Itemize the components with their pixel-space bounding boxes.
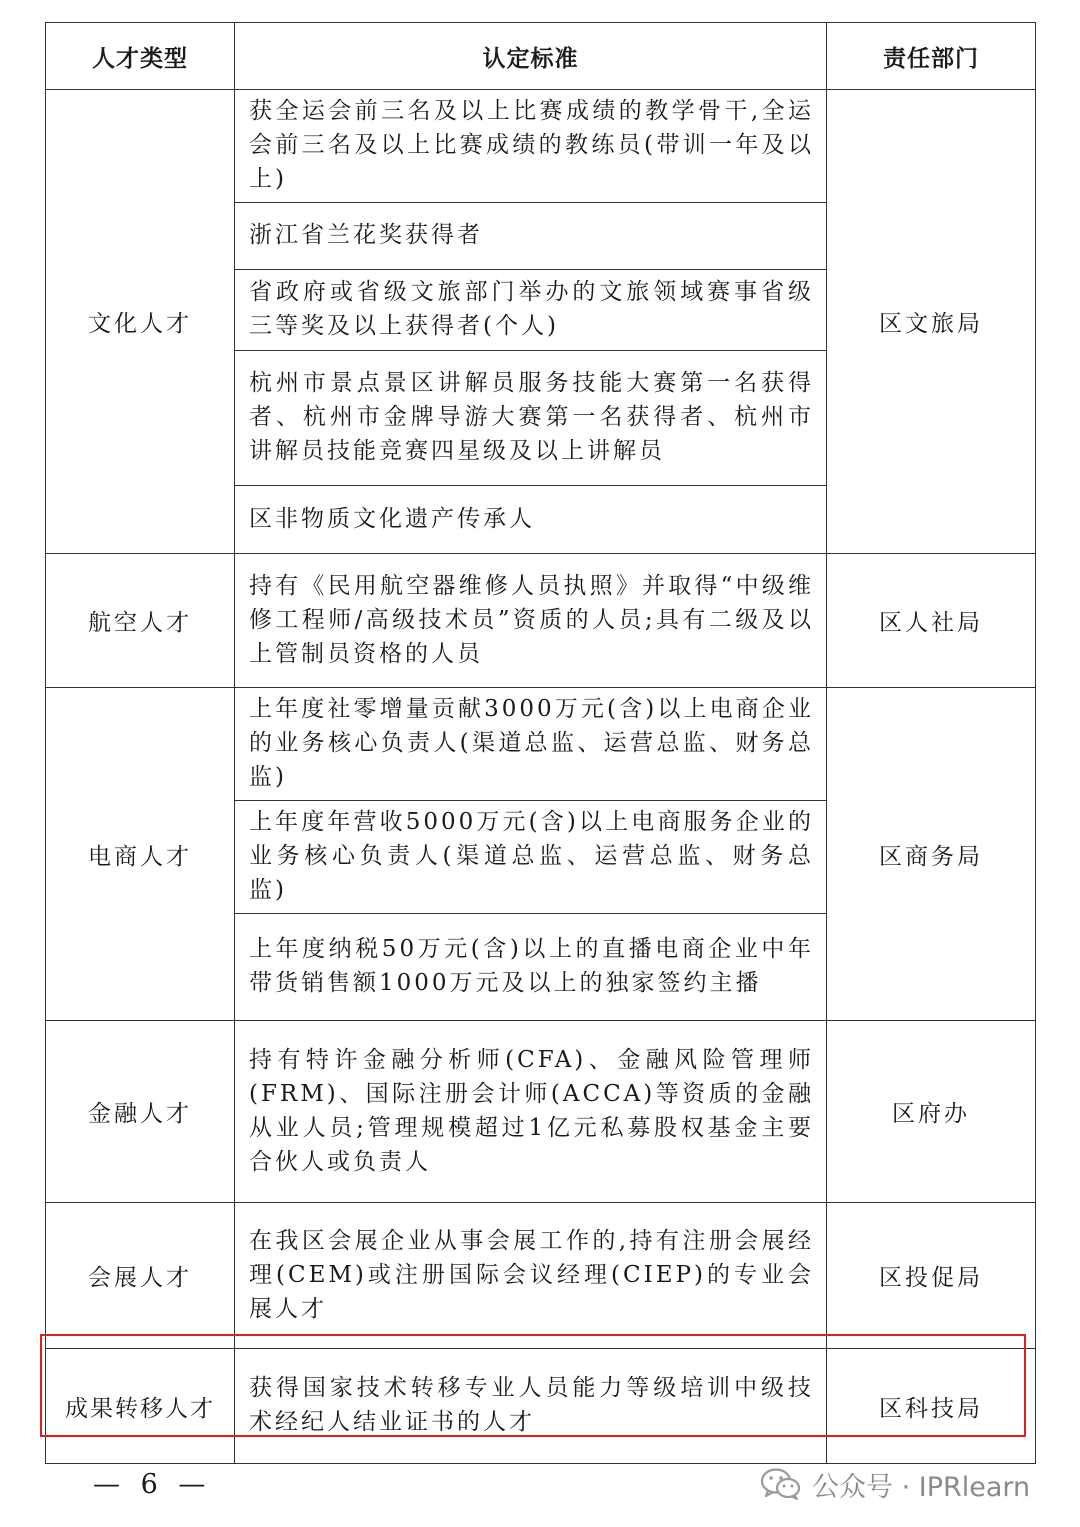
criteria-cell: 获得国家技术转移专业人员能力等级培训中级技术经纪人结业证书的人才: [235, 1349, 827, 1464]
department-cell: 区投促局: [827, 1203, 1036, 1349]
table-row: [46, 1349, 1036, 1464]
header-criteria: 认定标准: [235, 23, 827, 90]
page-number: — 6 —: [93, 1469, 212, 1500]
department-cell: 区科技局: [827, 1349, 1036, 1464]
criteria-cell: 上年度年营收5000万元(含)以上电商服务企业的业务核心负责人(渠道总监、运营总监、财务总监): [235, 801, 827, 914]
talent-type-cell: 成果转移人才: [46, 1349, 235, 1464]
criteria-cell: 浙江省兰花奖获得者: [235, 203, 827, 270]
talent-type-cell: 航空人才: [46, 554, 235, 688]
table-row: [46, 554, 1036, 688]
watermark: [760, 1464, 1030, 1504]
department-cell: 区人社局: [827, 554, 1036, 688]
table-row: [46, 90, 1036, 203]
department-cell: 区商务局: [827, 688, 1036, 1021]
talent-type-cell: 文化人才: [46, 90, 235, 554]
talent-type-cell: 金融人才: [46, 1021, 235, 1203]
watermark-text: 公众号 · IPRlearn: [812, 1471, 1031, 1503]
table-row: [46, 1203, 1036, 1349]
talent-type-cell: 电商人才: [46, 688, 235, 1021]
talent-table: [45, 22, 1036, 1464]
department-cell: 区府办: [827, 1021, 1036, 1203]
table-row: [46, 1021, 1036, 1203]
criteria-cell: 省政府或省级文旅部门举办的文旅领域赛事省级三等奖及以上获得者(个人): [235, 270, 827, 351]
wechat-icon: [760, 1467, 802, 1501]
criteria-cell: 获全运会前三名及以上比赛成绩的教学骨干,全运会前三名及以上比赛成绩的教练员(带训一年及以上): [235, 90, 827, 203]
criteria-cell: 上年度社零增量贡献3000万元(含)以上电商企业的业务核心负责人(渠道总监、运营总监、财务总监): [235, 688, 827, 801]
criteria-cell: 在我区会展企业从事会展工作的,持有注册会展经理(CEM)或注册国际会议经理(CIEP)的专业会展人才: [235, 1203, 827, 1349]
header-talent-type: 人才类型: [46, 23, 235, 90]
table-header-row: [46, 23, 1036, 90]
criteria-cell: 上年度纳税50万元(含)以上的直播电商企业中年带货销售额1000万元及以上的独家签约主播: [235, 914, 827, 1021]
criteria-cell: 持有特许金融分析师(CFA)、金融风险管理师(FRM)、国际注册会计师(ACCA)等资质的金融从业人员;管理规模超过1亿元私募股权基金主要合伙人或负责人: [235, 1021, 827, 1203]
department-cell: 区文旅局: [827, 90, 1036, 554]
criteria-cell: 杭州市景点景区讲解员服务技能大赛第一名获得者、杭州市金牌导游大赛第一名获得者、杭州市讲解员技能竞赛四星级及以上讲解员: [235, 351, 827, 486]
criteria-cell: 持有《民用航空器维修人员执照》并取得“中级维修工程师/高级技术员”资质的人员;具有二级及以上管制员资格的人员: [235, 554, 827, 688]
criteria-cell: 区非物质文化遗产传承人: [235, 486, 827, 554]
talent-type-cell: 会展人才: [46, 1203, 235, 1349]
table-row: [46, 688, 1036, 801]
header-department: 责任部门: [827, 23, 1036, 90]
